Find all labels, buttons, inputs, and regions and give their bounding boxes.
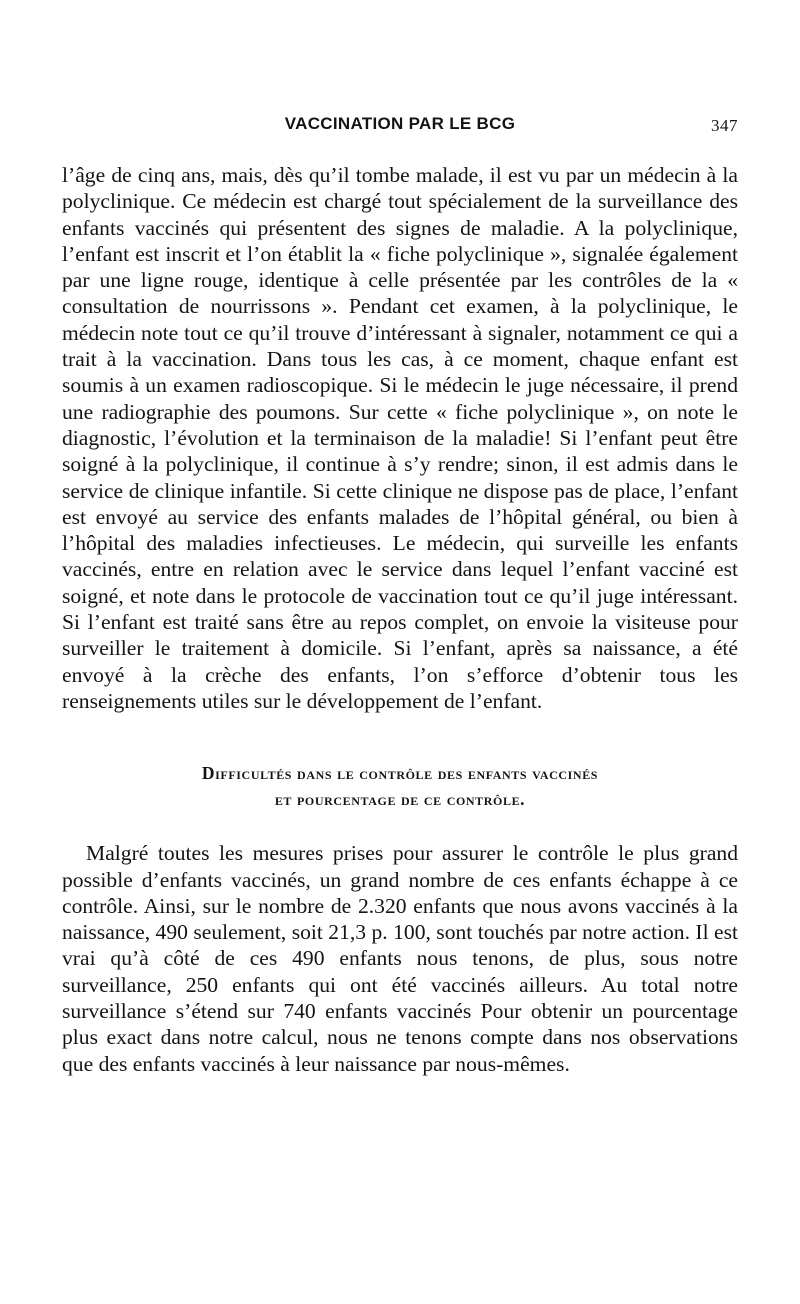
page-number: 347 xyxy=(711,116,738,135)
section-heading-line-2: et pourcentage de ce contrôle. xyxy=(274,789,526,810)
section-heading xyxy=(62,760,738,812)
paragraph-control-difficulties: Malgré toutes les mesures prises pour assurer le contrôle le plus grand possible d’enfants vaccinés, un grand nombre de ces enfants échappe à ce contrôle. Ainsi, sur le nombre de 2.320 enfants que nous avons vaccinés à la naissance, 490 seulement, soit 21,3 p. 100, sont touchés par notre action. Il est vrai qu’à côté de ces 490 enfants nous tenons, de plus, sous notre surveillance, 250 enfants qui ont été vaccinés ailleurs. Au total notre surveillance s’étend sur 740 enfants vaccinés Pour obtenir un pourcentage plus exact dans notre calcul, nous ne tenons compte dans nos observations que des enfants vaccinés à leur naissance par nous-mêmes. xyxy=(62,841,738,1076)
section-heading-line-1: Difficultés dans le contrôle des enfants vaccinés xyxy=(201,763,599,784)
running-head xyxy=(62,108,738,142)
running-title: VACCINATION PAR LE BCG xyxy=(284,114,516,133)
paragraph-polyclinic: l’âge de cinq ans, mais, dès qu’il tombe malade, il est vu par un médecin à la polyclinique. Ce médecin est chargé tout spécialement de la surveillance des enfants vaccinés qui présentent des signes de maladie. A la polyclinique, l’enfant est inscrit et l’on établit la « fiche polyclinique », signalée également par une ligne rouge, identique à celle présentée par les contrôles de la « consultation de nourrissons ». Pendant cet examen, à la polyclinique, le médecin note tout ce qu’il trouve d’intéressant à signaler, notamment ce qui a trait à la vaccination. Dans tous les cas, à ce moment, chaque enfant est soumis à un examen radioscopique. Si le médecin le juge nécessaire, il prend une radiographie des poumons. Sur cette « fiche polyclinique », on note le diagnostic, l’évolution et la terminaison de la maladie! Si l’enfant peut être soigné à la polyclinique, il continue à s’y rendre; sinon, il est admis dans le service de clinique infantile. Si cette clinique ne dispose pas de place, l’enfant est envoyé au service des enfants malades de l’hôpital général, ou bien à l’hôpital des maladies infectieuses. Le médecin, qui surveille les enfants vaccinés, entre en relation avec le service dans lequel l’enfant vacciné est soigné, et note dans le protocole de vaccination tout ce qu’il juge intéressant. Si l’enfant est traité sans être au repos complet, on envoie la visiteuse pour surveiller le traitement à domicile. Si l’enfant, après sa naissance, a été envoyé à la crèche des enfants, l’on s’efforce d’obtenir tous les renseignements utiles sur le développement de l’enfant. xyxy=(62,163,738,713)
book-page xyxy=(62,108,738,1077)
